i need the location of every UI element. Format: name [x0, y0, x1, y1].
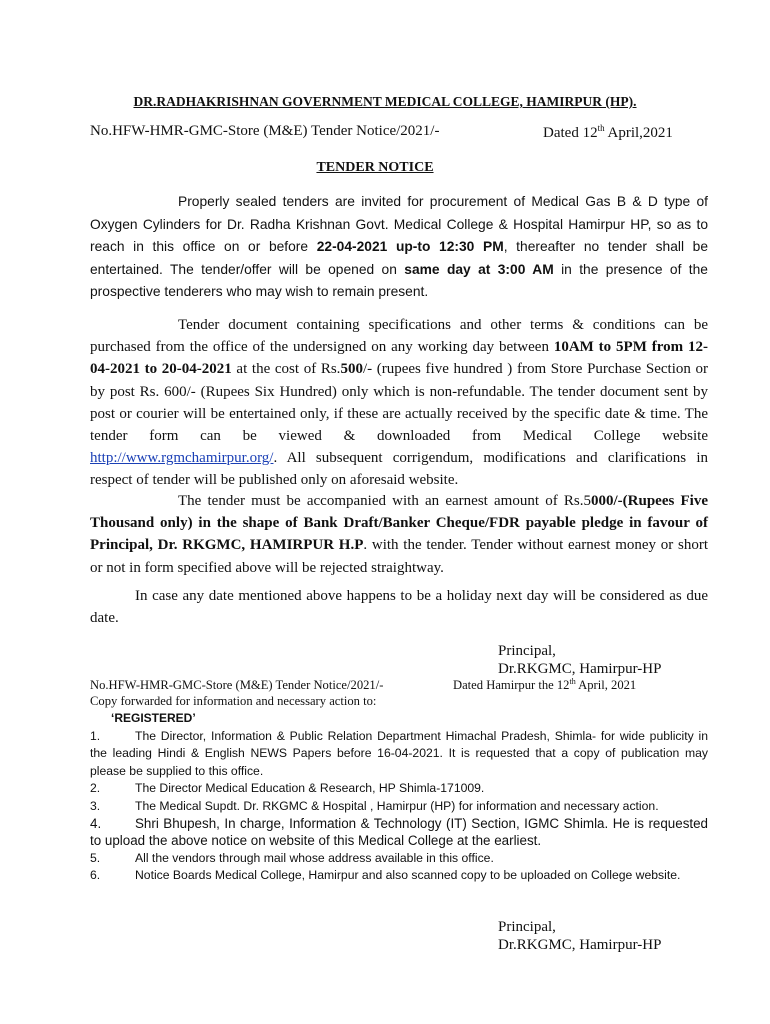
para3-text-2: . with the tender. Tender without earnest money or short or not in form specified above will be rejected straightway.: [90, 537, 708, 576]
date-suffix: April,2021: [604, 125, 673, 141]
copy-date: [453, 677, 636, 693]
signature2-title: Principal,: [498, 919, 556, 935]
college-title: DR.RADHAKRISHNAN GOVERNMENT MEDICAL COLLEGE, HAMIRPUR (HP).: [133, 94, 637, 109]
para1-opening-time: same day at 3:00 AM: [404, 261, 554, 277]
list-item: [90, 780, 708, 797]
list-item: [90, 850, 708, 867]
copy-reference-number: No.HFW-HMR-GMC-Store (M&E) Tender Notice/2021/-: [90, 678, 384, 692]
distribution-list: [90, 728, 708, 885]
para3-text-1: The tender must be accompanied with an earnest amount of Rs.5: [178, 493, 591, 509]
signature1-office: Dr.RKGMC, Hamirpur-HP: [498, 661, 662, 677]
paragraph-earnest-money: [90, 490, 708, 579]
signature2-office: Dr.RKGMC, Hamirpur-HP: [498, 937, 662, 953]
date-sup: th: [597, 123, 605, 133]
signature-block-2: [498, 918, 661, 954]
copy-date-prefix: Dated Hamirpur the 12: [453, 678, 570, 693]
list-item: [90, 867, 708, 884]
college-website-link[interactable]: http://www.rgmchamirpur.org/: [90, 450, 274, 467]
list-item: [90, 728, 708, 780]
copy-date-suffix: April, 2021: [575, 678, 637, 693]
date-prefix: Dated 12: [543, 125, 598, 141]
para4-text: In case any date mentioned above happens to be a holiday next day will be considered as due date.: [90, 588, 708, 627]
para1-text-1: Properly sealed tenders are invited for procurement of Medical Gas B & D type of Oxygen Cylinders for Dr. Radha Krishnan Govt. Medical College & Hospital Hamirpur HP, so as to reach in this office on or before: [90, 194, 708, 254]
paragraph-tender-document: [90, 314, 708, 492]
para2-cost: 500: [340, 361, 363, 378]
list-item-text: The Director, Information & Public Relation Department Himachal Pradesh, Shimla- for wide publicity in the leading Hindi & English NEWS Papers before 16-04-2021. It is requested that a copy of publication may please be supplied to this office.: [90, 729, 708, 778]
list-item: [90, 815, 708, 850]
para1-text-2: , thereafter no tender shall be entertained. The tender/offer will be opened on: [90, 239, 709, 277]
list-item-text: The Medical Supdt. Dr. RKGMC & Hospital , Hamirpur (HP) for information and necessary action.: [135, 798, 659, 813]
signature-block-1: [498, 642, 661, 678]
list-item-text: Shri Bhupesh, In charge, Information & Technology (IT) Section, IGMC Shimla. He is requested to upload the above notice on website of this Medical College at the earliest.: [90, 816, 708, 849]
copy-date-sup: th: [569, 677, 576, 686]
list-item-number: 3.: [90, 798, 101, 813]
para1-deadline: 22-04-2021 up-to 12:30 PM: [316, 239, 504, 254]
reference-number: No.HFW-HMR-GMC-Store (M&E) Tender Notice/2021/-: [90, 123, 440, 139]
para2-text-3: /- (rupees five hundred ) from Store Purchase Section or by post Rs. 600/- (Rupees Six Hundred) only which is non-refundable. The tender document sent by post or courier will be entertained only, if these are actually received by the specific date & time. The tender form can be viewed & downloaded from Medical College website: [90, 361, 709, 445]
list-item-number: 1.: [90, 729, 101, 743]
list-item-number: 4.: [90, 816, 102, 832]
para1-text-3: in the presence of the prospective tenderers who may wish to remain present.: [90, 261, 708, 299]
notice-date: [543, 123, 673, 142]
para3-earnest-details: 000/-(Rupees Five Thousand only) in the shape of Bank Draft/Banker Cheque/FDR payable pledge in favour of Principal, Dr. RKGMC, HAMIRPUR H.P: [90, 493, 708, 554]
copy-forward-text: Copy forwarded for information and necessary action to:: [90, 694, 377, 708]
notice-title: TENDER NOTICE: [316, 160, 434, 175]
list-item-text: All the vendors through mail whose address available in this office.: [135, 850, 494, 865]
signature1-title: Principal,: [498, 643, 556, 659]
list-item-text: The Director Medical Education & Research, HP Shimla-171009.: [135, 781, 485, 796]
para2-sale-period: 10AM to 5PM from 12-04-2021 to 20-04-2021: [90, 339, 708, 378]
list-item-number: 5.: [90, 850, 101, 865]
list-item: [90, 798, 708, 815]
para2-text-2: at the cost of Rs.: [231, 361, 341, 378]
registered-label: ‘REGISTERED’: [111, 711, 196, 725]
list-item-text: Notice Boards Medical College, Hamirpur and also scanned copy to be uploaded on College website.: [135, 868, 681, 883]
paragraph-holiday: [90, 585, 708, 629]
list-item-number: 6.: [90, 868, 101, 883]
para2-text-4: . All subsequent corrigendum, modifications and clarifications in respect of tender will be published only on aforesaid website.: [90, 450, 708, 489]
para2-text-1: Tender document containing specifications and other terms & conditions can be purchased from the office of the undersigned on any working day between: [90, 317, 708, 356]
paragraph-invitation: [90, 191, 708, 304]
list-item-number: 2.: [90, 781, 101, 796]
